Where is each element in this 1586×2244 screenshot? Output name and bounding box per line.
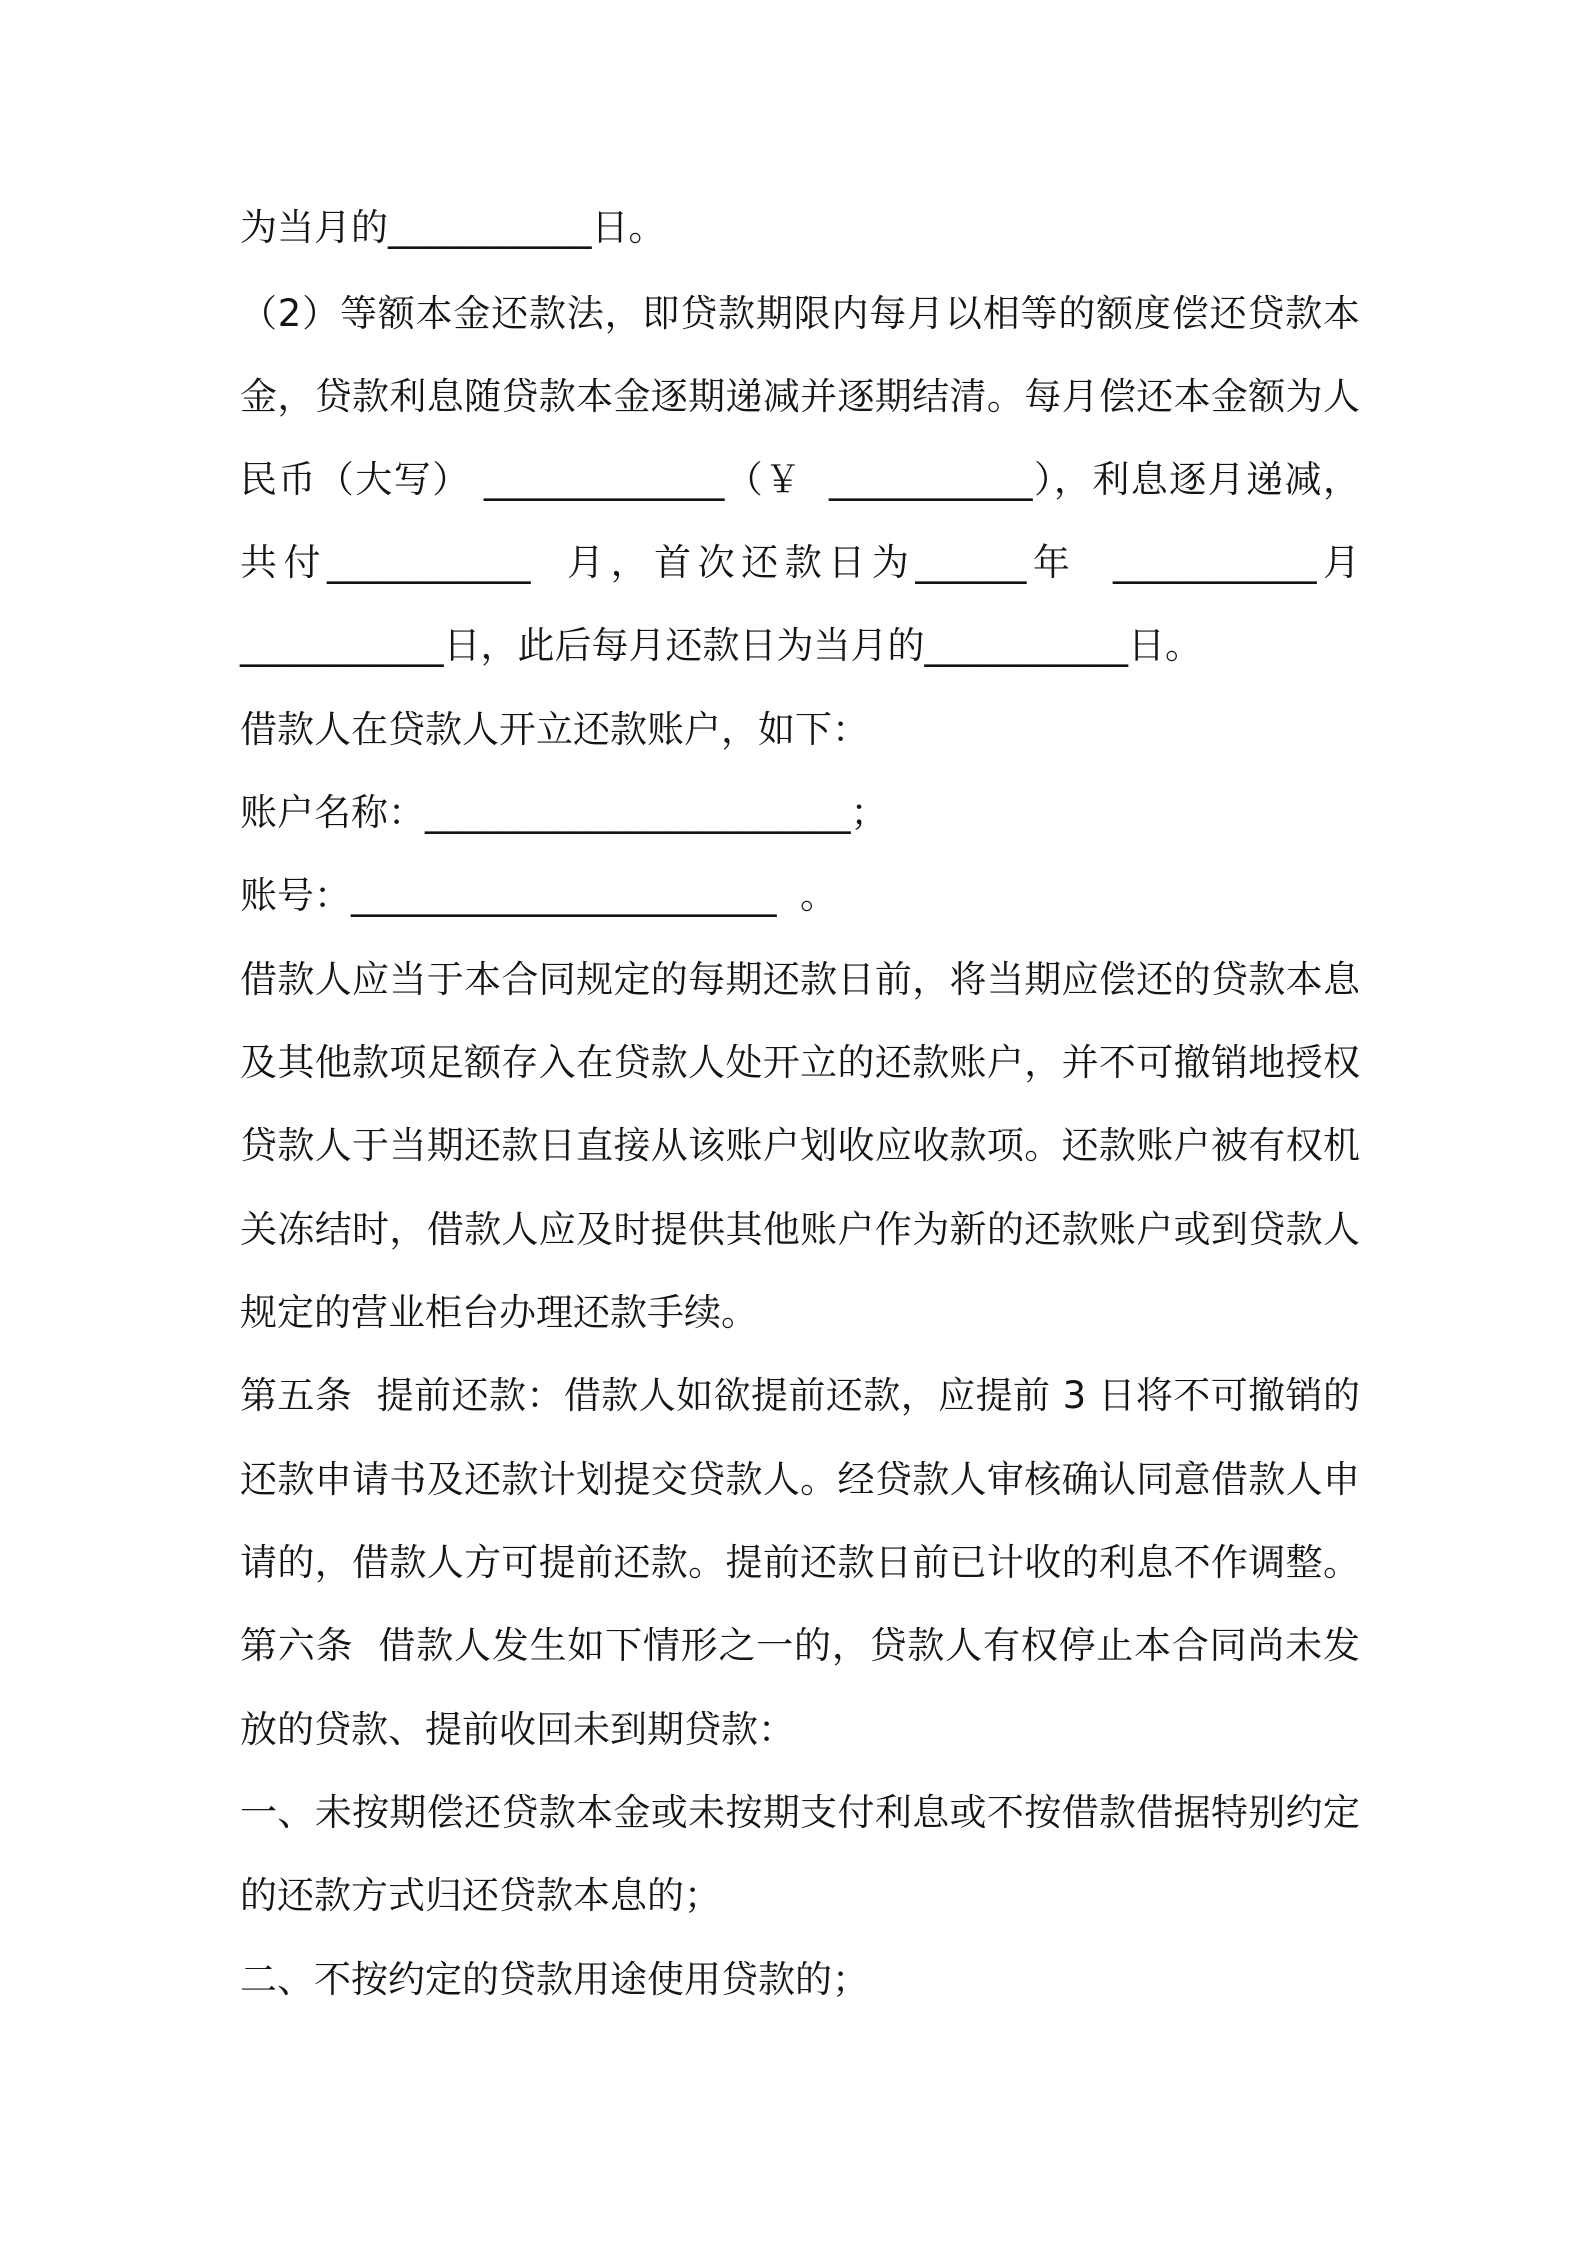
text-line: 关冻结时，借款人应及时提供其他账户作为新的还款账户或到贷款人 [240,1208,1360,1251]
text-line: 民币（大写） _____________（￥ ___________），利息逐月递减， [240,458,1360,501]
text-line: 借款人在贷款人开立还款账户，如下： [240,708,869,751]
text-line: 金，贷款利息随贷款本金逐期递减并逐期结清。每月偿还本金额为人 [240,375,1360,418]
text-line: 第六条 借款人发生如下情形之一的，贷款人有权停止本合同尚未发 [240,1624,1360,1667]
text-line: 账号：_______________________ 。 [240,874,838,917]
text-line: （2）等额本金还款法，即贷款期限内每月以相等的额度偿还贷款本 [240,292,1360,335]
text-line: 账户名称：_______________________； [240,791,888,834]
text-line: 请的，借款人方可提前还款。提前还款日前已计收的利息不作调整。 [240,1541,1360,1584]
text-line: 贷款人于当期还款日直接从该账户划收应收款项。还款账户被有权机 [240,1124,1360,1167]
text-line: 规定的营业柜台办理还款手续。 [240,1291,758,1334]
text-line: 借款人应当于本合同规定的每期还款日前，将当期应偿还的贷款本息 [240,958,1360,1001]
text-line: 还款申请书及还款计划提交贷款人。经贷款人审核确认同意借款人申 [240,1458,1360,1501]
text-line: ___________日，此后每月还款日为当月的___________日。 [240,624,1202,667]
text-line: 共付___________ 月，首次还款日为______年 ___________月 [240,541,1360,584]
text-line: 一、未按期偿还贷款本金或未按期支付利息或不按借款借据特别约定 [240,1791,1360,1834]
text-line: 第五条 提前还款：借款人如欲提前还款，应提前 3 日将不可撤销的 [240,1374,1360,1417]
text-line: 及其他款项足额存入在贷款人处开立的还款账户，并不可撤销地授权 [240,1041,1360,1084]
text-line: 二、不按约定的贷款用途使用贷款的； [240,1958,869,2001]
text-line: 的还款方式归还贷款本息的； [240,1874,721,1917]
text-line: 为当月的___________日。 [240,206,666,249]
text-line: 放的贷款、提前收回未到期贷款： [240,1708,795,1751]
